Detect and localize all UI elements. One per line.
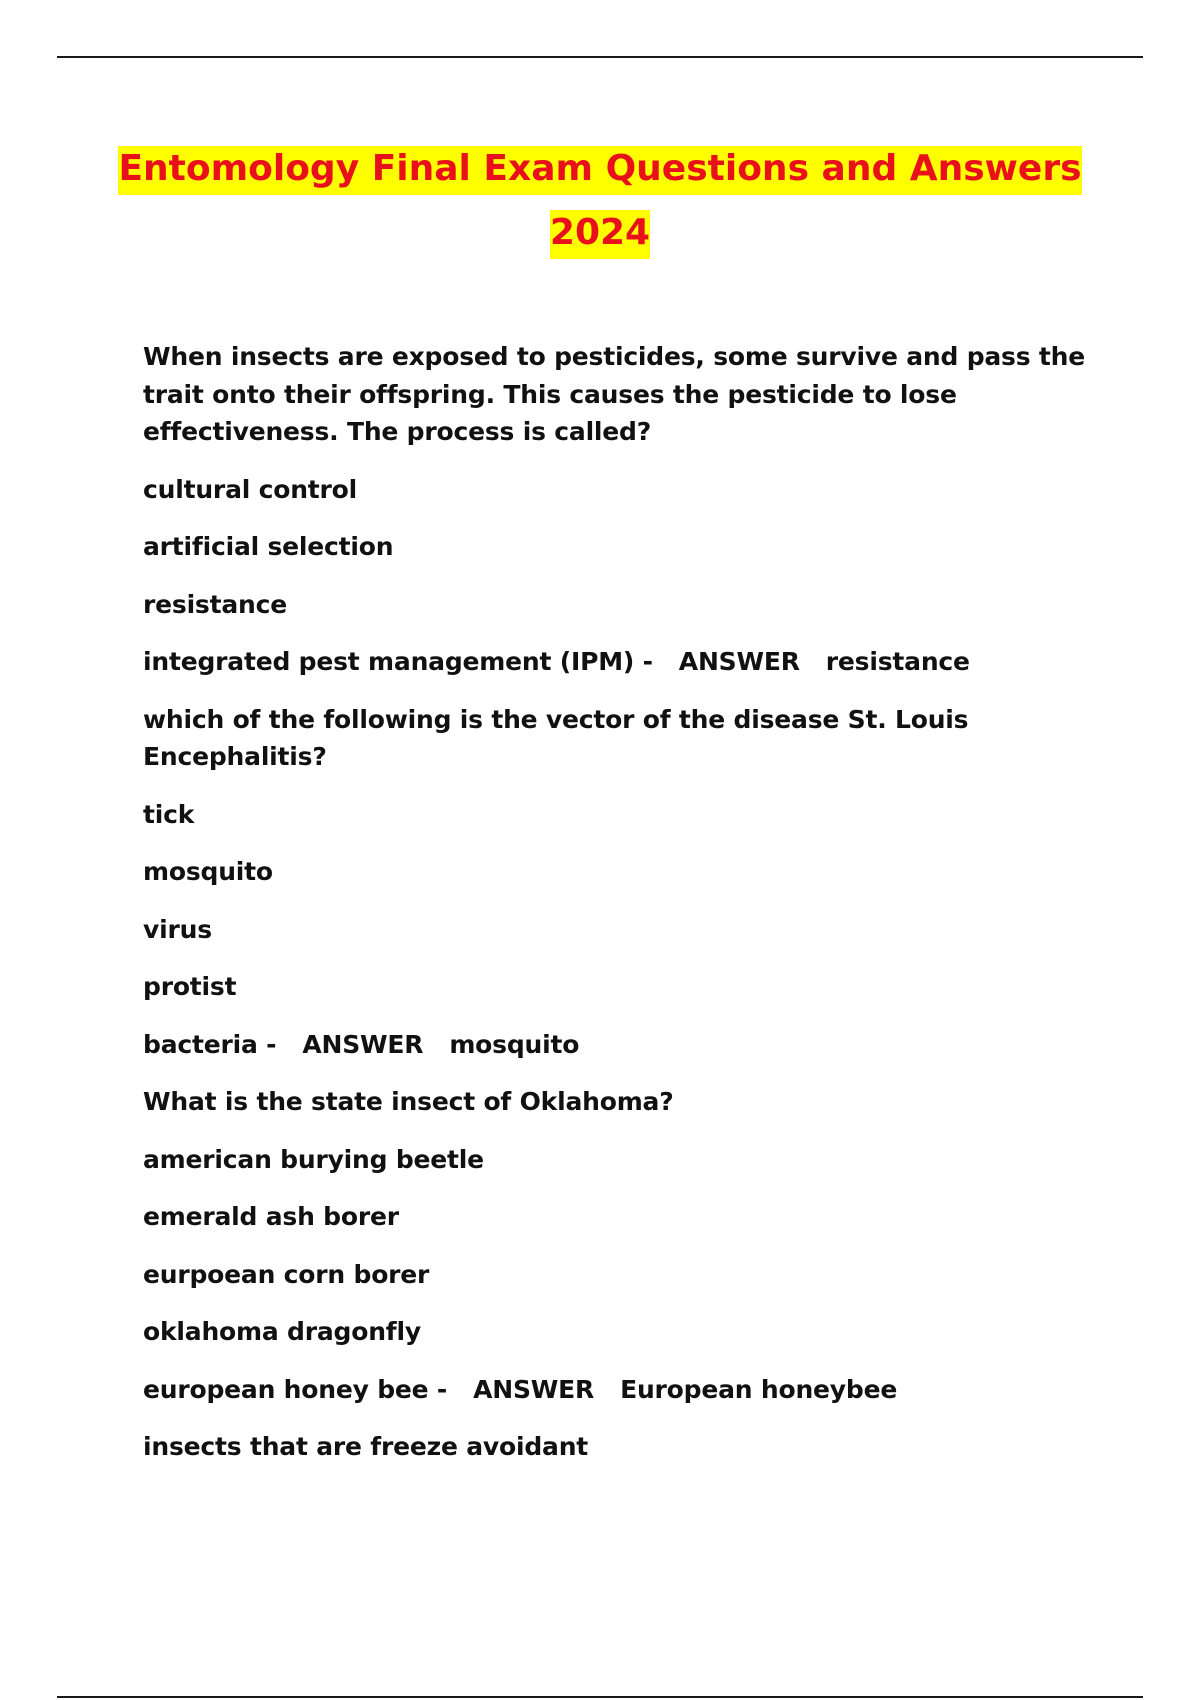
option-line: oklahoma dragonfly <box>143 1317 421 1346</box>
question-line: which of the following is the vector of the disease St. Louis Encephalitis? <box>143 704 977 771</box>
answer-line <box>143 643 1103 681</box>
answer-label: ANSWER <box>473 1374 595 1404</box>
answer-label: ANSWER <box>678 647 800 676</box>
option-line: eurpoean corn borer <box>143 1259 430 1289</box>
answer-option: integrated pest management (IPM) - <box>143 647 653 676</box>
answer-option: bacteria - <box>143 1029 277 1059</box>
option-line: resistance <box>143 589 288 619</box>
bottom-rule <box>57 1696 1143 1698</box>
answer-option: european honey bee - <box>143 1374 448 1404</box>
option-line: protist <box>143 972 237 1001</box>
answer-line <box>143 1026 1103 1064</box>
option-line: artificial selection <box>143 532 394 561</box>
question-line: What is the state insect of Oklahoma? <box>143 1087 674 1116</box>
document-title <box>100 140 1100 268</box>
option-line: tick <box>143 799 195 829</box>
question-line: When insects are exposed to pesticides, some survive and pass the trait onto their offspring. This causes the pesticide to lose effectiveness. The process is called? <box>143 342 1094 446</box>
title-text: Entomology Final Exam Questions and Answers 2024 <box>118 146 1081 259</box>
option-line: american burying beetle <box>143 1144 484 1174</box>
qa-content <box>143 338 1103 1486</box>
answer-line <box>143 1371 1103 1409</box>
answer-value: resistance <box>825 647 970 676</box>
question-line: insects that are freeze avoidant <box>143 1432 589 1461</box>
option-line: cultural control <box>143 474 358 504</box>
option-line: mosquito <box>143 857 273 886</box>
option-line: emerald ash borer <box>143 1202 399 1231</box>
answer-label: ANSWER <box>302 1029 424 1059</box>
top-rule <box>57 56 1143 58</box>
option-line: virus <box>143 914 212 944</box>
answer-value: European honeybee <box>620 1374 898 1404</box>
answer-value: mosquito <box>449 1029 580 1059</box>
